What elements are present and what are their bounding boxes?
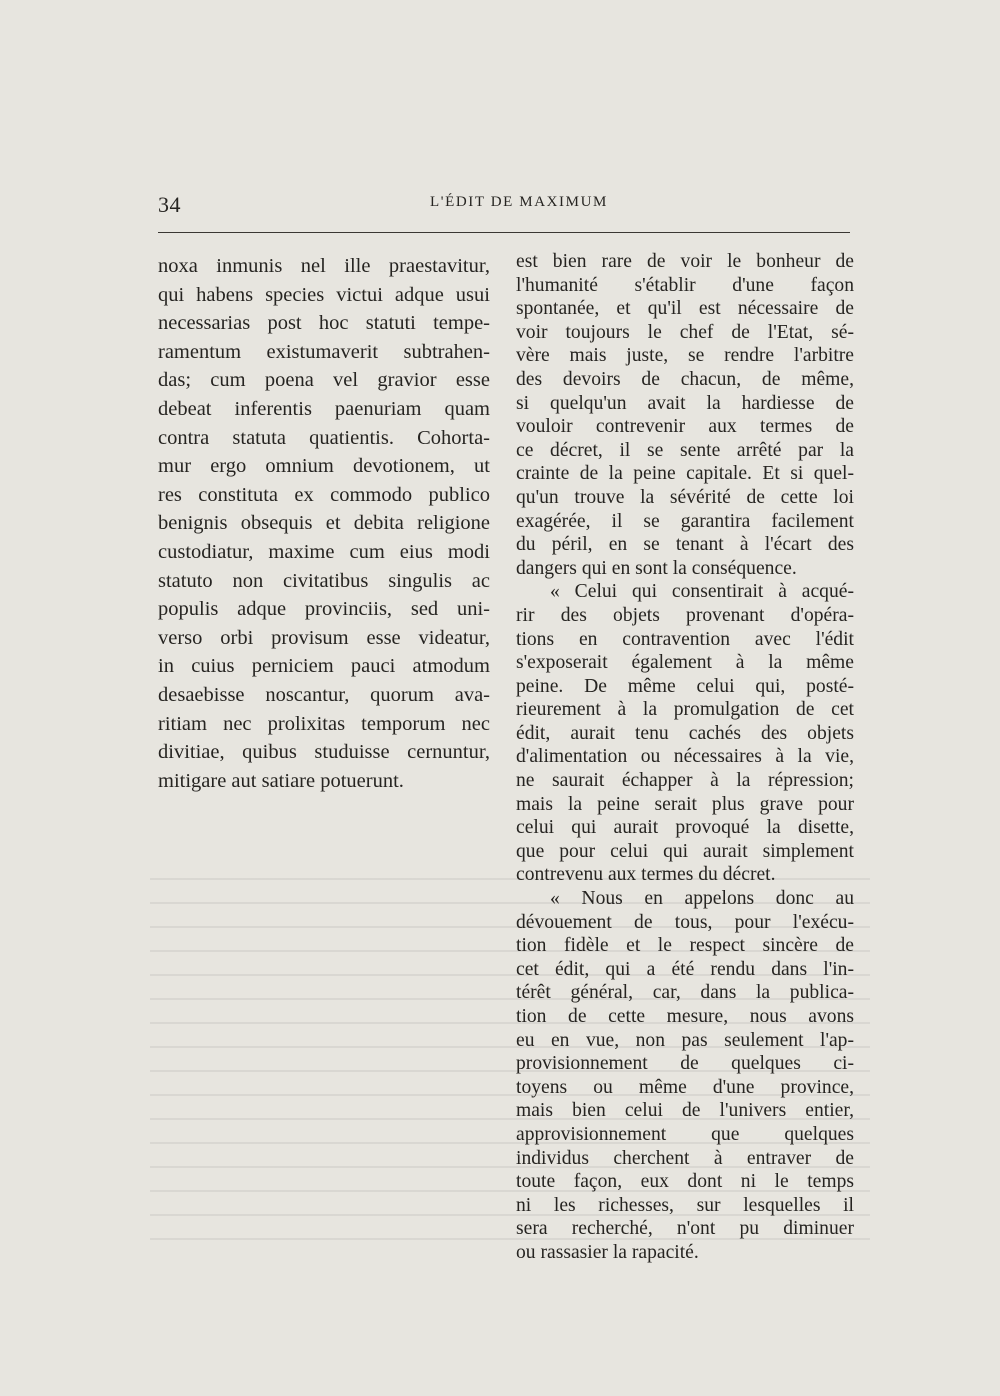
french-line: approvisionnement que quelques — [516, 1123, 854, 1145]
french-paragraph — [516, 250, 854, 580]
french-line: ne saurait échapper à la répression; — [516, 770, 854, 792]
french-line: est bien rare de voir le bonheur de — [516, 251, 854, 272]
page-header — [158, 192, 850, 222]
french-line: « Celui qui consentirait à acqué- — [550, 581, 854, 603]
latin-line: divitiae, quibus studuisse cernuntur, — [158, 741, 490, 764]
french-line: tions en contravention avec l'édit — [516, 628, 854, 650]
french-line: que pour celui qui aurait simplement — [516, 840, 854, 862]
french-line: térêt général, car, dans la publica- — [516, 982, 854, 1004]
french-line: sera recherché, n'ont pu diminuer — [516, 1218, 854, 1240]
french-line: peine. De même celui qui, posté- — [516, 675, 854, 697]
french-line: « Nous en appelons donc au — [550, 888, 854, 910]
french-line: ce décret, il se sente arrêté par la — [516, 439, 854, 461]
latin-line: das; cum poena vel gravior esse — [158, 369, 490, 392]
french-line: crainte de la peine capitale. Et si quel- — [516, 463, 854, 485]
latin-line: necessarias post hoc statuti tempe- — [158, 312, 490, 335]
running-title: L'ÉDIT DE MAXIMUM — [430, 194, 608, 210]
french-line: vère mais juste, se rendre l'arbitre — [516, 345, 854, 367]
page-number: 34 — [158, 192, 181, 217]
latin-line: verso orbi provisum esse videatur, — [158, 626, 490, 649]
french-line: s'exposerait également à la même — [516, 652, 854, 674]
french-line: des devoirs de chacun, de même, — [516, 368, 854, 390]
french-line: ou rassasier la rapacité. — [516, 1241, 699, 1263]
french-line: contrevenu aux termes du décret. — [516, 864, 776, 886]
header-rule — [158, 232, 850, 233]
latin-line: ramentum existumaverit subtrahen- — [158, 340, 490, 363]
french-line: du péril, en se tenant à l'écart des — [516, 534, 854, 556]
latin-line: in cuius perniciem pauci atmodum — [158, 655, 490, 678]
french-line: si quelqu'un avait la hardiesse de — [516, 392, 854, 414]
french-line: l'humanité s'établir d'une façon — [516, 274, 854, 296]
french-line: dangers qui en sont la conséquence. — [516, 557, 797, 579]
french-line: édit, aurait tenu cachés des objets — [516, 722, 854, 744]
latin-line: mitigare aut satiare potuerunt. — [158, 769, 404, 792]
latin-column — [158, 252, 490, 795]
french-column — [516, 250, 854, 1265]
french-line: mais bien celui de l'univers entier, — [516, 1100, 854, 1122]
latin-line: desaebisse noscantur, quorum ava- — [158, 683, 490, 706]
latin-line: contra statuta quatientis. Cohorta- — [158, 426, 490, 449]
french-line: toyens ou même d'une province, — [516, 1076, 854, 1098]
latin-line: benignis obsequis et debita religione — [158, 512, 490, 535]
latin-line: custodiatur, maxime cum eius modi — [158, 540, 490, 563]
latin-line: debeat inferentis paenuriam quam — [158, 397, 490, 420]
latin-line: populis adque provinciis, sed uni- — [158, 598, 490, 621]
french-line: spontanée, et qu'il est nécessaire de — [516, 298, 854, 320]
latin-line: qui habens species victui adque usui — [158, 283, 490, 306]
french-line: eu en vue, non pas seulement l'ap- — [516, 1029, 854, 1051]
latin-line: ritiam nec prolixitas temporum nec — [158, 712, 490, 735]
french-line: individus cherchent à entraver de — [516, 1147, 854, 1169]
french-line: cet édit, qui a été rendu dans l'in- — [516, 958, 854, 980]
french-line: ni les richesses, sur lesquelles il — [516, 1194, 854, 1216]
french-line: rieurement à la promulgation de cet — [516, 699, 854, 721]
french-line: dévouement de tous, pour l'exécu- — [516, 911, 854, 933]
french-paragraph — [516, 887, 854, 1265]
french-line: tion fidèle et le respect sincère de — [516, 935, 854, 957]
latin-line: noxa inmunis nel ille praestavitur, — [158, 255, 490, 277]
french-line: tion de cette mesure, nous avons — [516, 1006, 854, 1027]
french-line: provisionnement de quelques ci- — [516, 1053, 854, 1075]
french-line: exagérée, il se garantira facilement — [516, 510, 854, 532]
latin-line: statuto non civitatibus singulis ac — [158, 569, 490, 592]
french-line: toute façon, eux dont ni le temps — [516, 1171, 854, 1193]
french-line: celui qui aurait provoqué la disette, — [516, 817, 854, 839]
french-line: voir toujours le chef de l'Etat, sé- — [516, 321, 854, 343]
french-paragraph — [516, 580, 854, 887]
french-line: rir des objets provenant d'opéra- — [516, 604, 854, 626]
french-line: d'alimentation ou nécessaires à la vie, — [516, 746, 854, 768]
french-line: qu'un trouve la sévérité de cette loi — [516, 486, 854, 508]
latin-line: res constituta ex commodo publico — [158, 483, 490, 506]
latin-line: mur ergo omnium devotionem, ut — [158, 455, 490, 478]
french-line: mais la peine serait plus grave pour — [516, 793, 854, 815]
french-line: vouloir contrevenir aux termes de — [516, 416, 854, 438]
